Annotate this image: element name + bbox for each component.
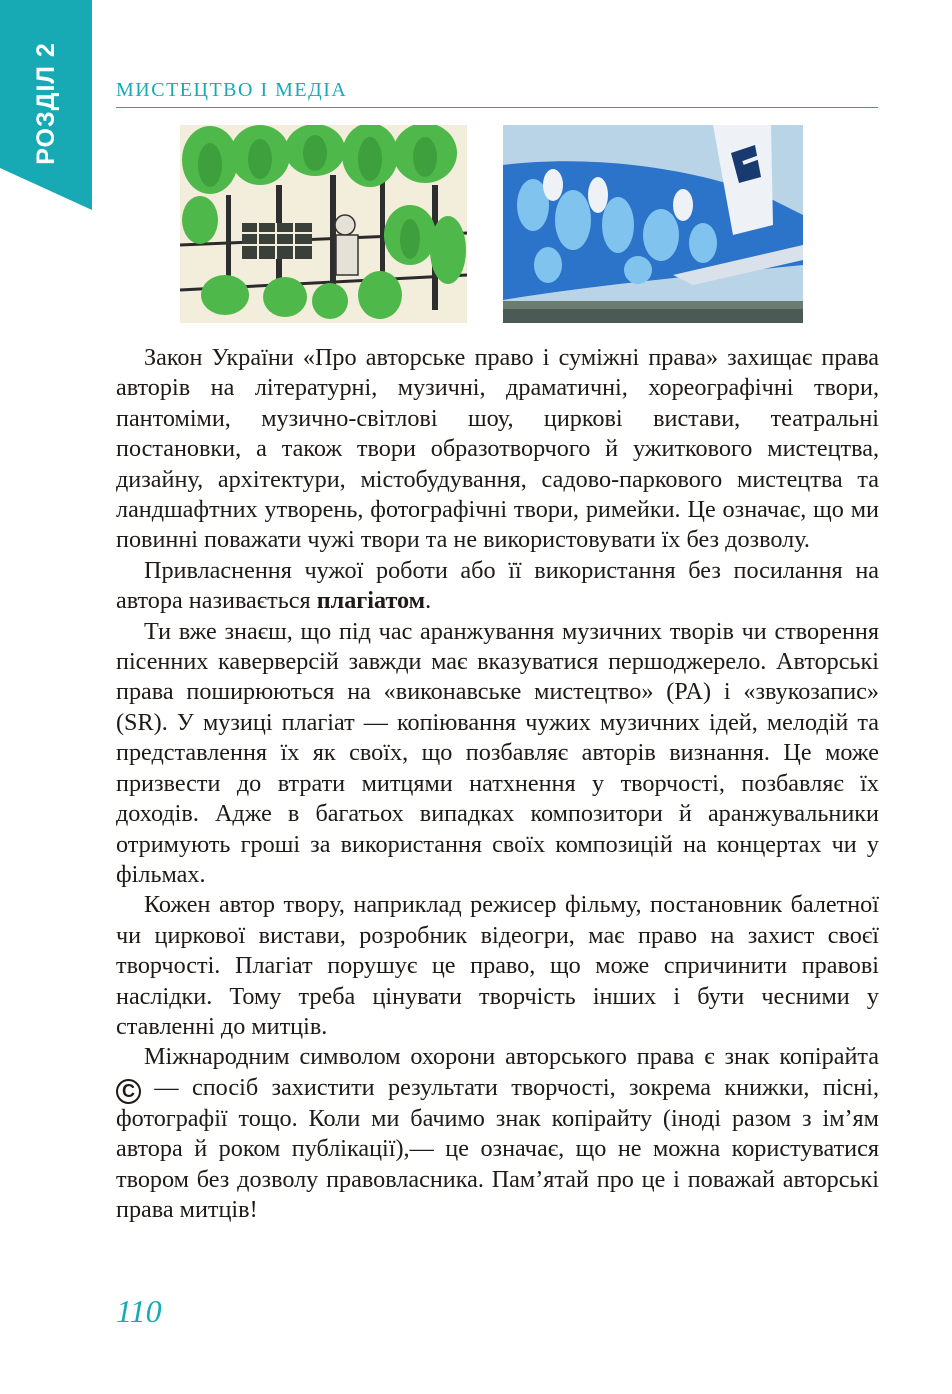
paragraph-copyright-law: Закон України «Про авторське право і суміжні права» захищає права авторів на літературні, музичні, драматичні, хореографічні твори, пантоміми, музично-світлові шоу, циркові вистави, театральні постановки, а також твори образотворчого й ужиткового мистецтва, дизайну, архітектури, містобудування, садово-паркового мистецтва та ландшафтних утворень, фотографічні твори, римейки. Це означає, що ми повинні поважати чужі твори та не використовувати їх без дозволу. [116, 344, 879, 554]
body-text [116, 343, 879, 1225]
plagiarism-text-end: . [425, 587, 432, 615]
paragraph-author-rights: Кожен автор твору, наприклад режисер фільму, постановник балетної чи циркової вистави, розробник відеогри, має право на захист своєї творчості. Плагіат порушує це право, що може спричинити правові наслідки. Тому треба цінувати творчість інших і бути чесними у ставленні до митців. [116, 891, 879, 1040]
running-head: МИСТЕЦТВО І МЕДІА [116, 79, 348, 101]
copyright-text: Міжнародним символом охорони авторського права є знак копірайта [144, 1043, 879, 1071]
section-tab-label: РОЗДІЛ 2 [31, 41, 60, 165]
page-number: 110 [116, 1293, 162, 1329]
copyright-icon: C [116, 1079, 141, 1104]
section-tab-label-wrap [0, 28, 92, 178]
paragraph-copyright-symbol [116, 1042, 879, 1225]
paragraph-music-plagiarism: Ти вже знаєш, що під час аранжування музичних творів чи створення пісенних каверверсій завжди має вказуватися першоджерело. Авторські права поширюються на «виконавське мистецтво» (PA) і «звукозапис» (SR). У музиці плагіат — копіювання чужих музичних ідей, мелодій та представлення їх як своїх, що позбавляє авторів визнання. Це може призвести до втрати митцями натхнення у творчості, позбавляє їх доходів. Адже в багатьох випадках композитори й аранжувальники отримують гроші за використання своїх композицій на концертах чи у фільмах. [116, 617, 879, 888]
copyright-text-end: — спосіб захистити результати творчості, зокрема книжки, пісні, фотографії тощо. Коли ми бачимо знак копірайту (іноді разом з ім’ям автора й роком публікації),— це означає, що не можна користуватися твором без дозволу правовласника. Пам’ятай про це і поважай авторські права митців! [116, 1073, 879, 1223]
paragraph-plagiarism-definition [116, 556, 879, 617]
airplane-photo [503, 125, 803, 323]
header-rule [116, 107, 878, 108]
plagiarism-term: плагіатом [316, 587, 426, 615]
forest-illustration [180, 125, 467, 323]
plagiarism-text: Привласнення чужої роботи або її використання без посилання на автора називається [116, 556, 879, 615]
